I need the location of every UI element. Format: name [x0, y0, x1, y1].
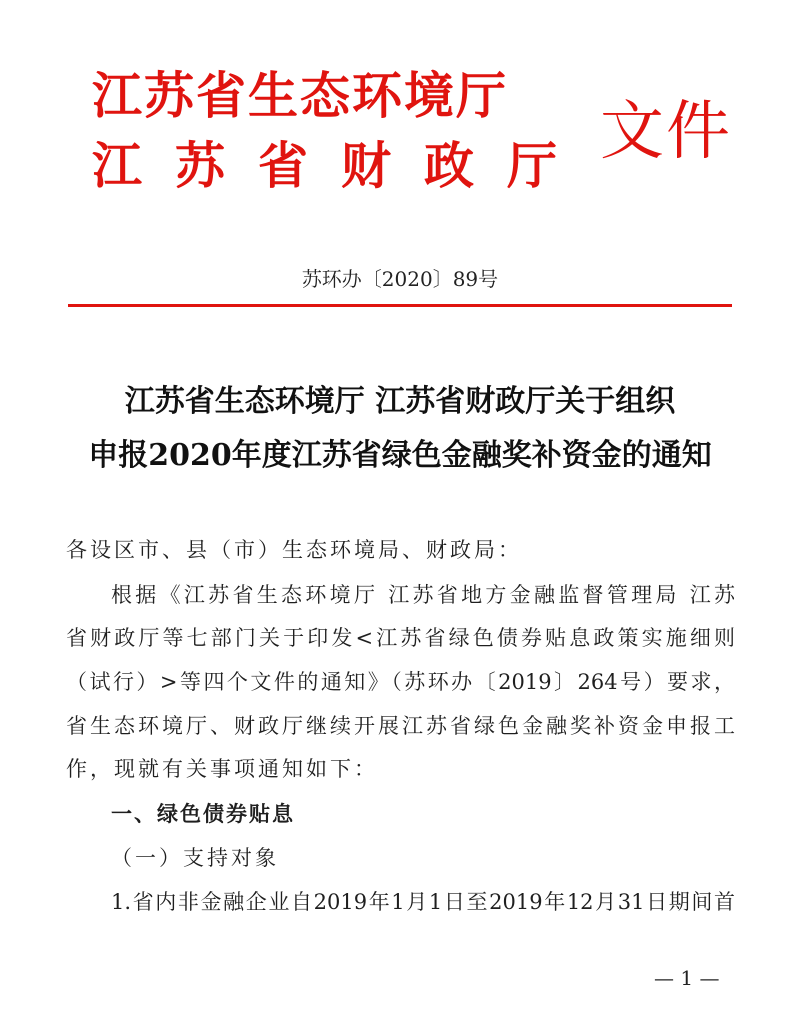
subsection-heading: （一）支持对象 — [111, 846, 279, 870]
paragraph-line: 作，现就有关事项通知如下： — [66, 757, 378, 781]
section-heading: 一、绿色债券贴息 — [111, 801, 295, 826]
list-item-line: 1.省内非金融企业自2019年1月1日至2019年12月31日期间首 — [111, 890, 735, 914]
paragraph-line: 省财政厅等七部门关于印发<江苏省绿色债券贴息政策实施细则 — [66, 626, 735, 650]
issuing-org-ecology-dept: 江苏省生态环境厅 — [92, 66, 508, 125]
paragraph-line: （试行）>等四个文件的通知》（苏环办〔2019〕264号）要求， — [66, 670, 735, 694]
paragraph-line: 根据《江苏省生态环境厅 江苏省地方金融监督管理局 江苏 — [111, 583, 735, 607]
document-title-line-2: 申报2020年度江苏省绿色金融奖补资金的通知 — [88, 438, 712, 473]
document-header-word: 文件 — [600, 95, 732, 169]
document-number: 苏环办〔2020〕89号 — [301, 267, 499, 291]
page-number: — 1 — — [654, 966, 720, 990]
document-title-line-1: 江苏省生态环境厅 江苏省财政厅关于组织 — [124, 384, 676, 419]
issuing-org-finance-dept: 江苏省财政厅 — [92, 136, 590, 195]
red-separator-line — [68, 304, 732, 307]
paragraph-line: 省生态环境厅、财政厅继续开展江苏省绿色金融奖补资金申报工 — [66, 714, 735, 738]
salutation: 各设区市、县（市）生态环境局、财政局： — [66, 538, 522, 562]
